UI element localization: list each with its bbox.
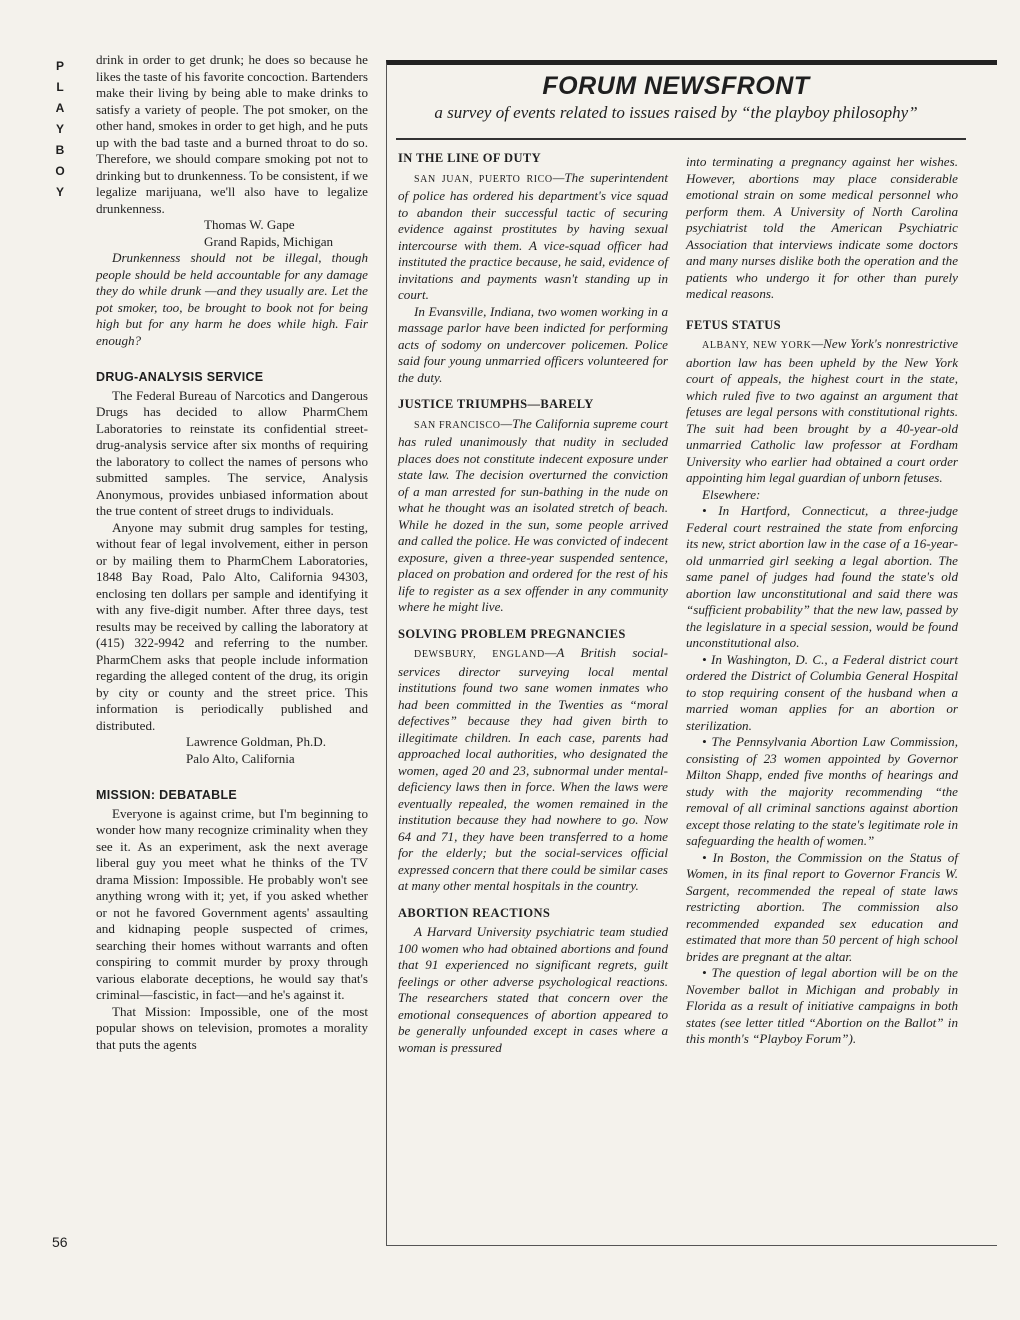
news-heading: JUSTICE TRIUMPHS—BARELY	[398, 397, 594, 411]
dateline: DEWSBURY, ENGLAND	[414, 649, 545, 660]
forum-subtitle: a survey of events related to issues raised by “the playboy philosophy”	[434, 103, 918, 122]
news-paragraph: into terminating a pregnancy against her wishes. However, abortions may place considerable emotional strain on some medical personnel who perform them. A University of North Carolina psychiatrist told the American Psychiatric Association that interviews indicate some doctors and many nurses dislike both the operation and the patients who undergo it for other than purely medical reasons.	[686, 154, 958, 301]
forum-title: FORUM NEWSFRONT	[542, 72, 810, 100]
news-paragraph	[398, 170, 668, 304]
news-bullet: • The question of legal abortion will be on the November ballot in Michigan and probably in Florida as a result of initiative campaigns in both states (see letter titled “Abortion on the Ballot” in this month's “Playboy Forum”).	[686, 965, 958, 1046]
letter-signature-place: Grand Rapids, Michigan	[204, 233, 334, 249]
section-heading: MISSION: DEBATABLE	[96, 788, 238, 802]
news-paragraph	[398, 645, 668, 895]
news-text: —New York's nonrestrictive abortion law has been upheld by the New York court of appeals, the highest court in the state, which ruled five to two against an argument that fetuses are legal persons with constitutional rights. The suit had been brought by a 40-year-old unmarried Catholic law professor at Fordham University who earlier had obtained a court order appointing him legal guardian of unborn fetuses.	[686, 336, 959, 485]
letter-signature-place: Palo Alto, California	[186, 750, 295, 766]
letters-column	[96, 52, 368, 1053]
news-heading: FETUS STATUS	[686, 317, 781, 332]
letter-paragraph: The Federal Bureau of Narcotics and Dangerous Drugs has decided to allow PharmChem Laboratories to reinstate its confidential street-drug-analysis service after six months of requiring the laboratory to collect the names of persons who submitted samples. The service, Analysis Anonymous, provides unbiased information about the true content of street drugs to individuals.	[96, 387, 368, 518]
news-paragraph: A Harvard University psychiatric team studied 100 women who had obtained abortions and found that 91 experienced no significant regrets, guilt feelings or other adverse psychological reactions. The researchers stated that concern over the emotional consequences of abortion appeared to be generally unfounded except in cases where a woman is pressured	[398, 924, 668, 1055]
news-bullet: • In Boston, the Commission on the Status of Women, in its final report to Governor Francis W. Sargent, recommended the repeal of state laws restricting abortion. The commission also recommended expanded sex education and estimated that more than 50 percent of high school brides are pregnant at the altar.	[686, 849, 958, 964]
dateline: SAN JUAN, PUERTO RICO	[414, 173, 553, 185]
letter-body: drink in order to get drunk; he does so because he likes the taste of his favorite concoction. Bartenders make their living by being able to make drinks to satisfy a variety of people. The pot smoker, on the other hand, smokes in order to get high, and he puts up with the bad taste and a burned throat to do so. Therefore, we should compare smoking pot not to drinking but to drunkenness. To be consistent, if we legalize marijuana, we'll also have to legalize drunkenness.	[96, 52, 368, 216]
news-paragraph: Elsewhere:	[702, 486, 761, 502]
news-heading: SOLVING PROBLEM PREGNANCIES	[398, 626, 626, 641]
letter-paragraph: Anyone may submit drug samples for testing, without fear of legal involvement, either in person or by mailing them to PharmChem Laboratories, 1848 Bay Road, Palo Alto, California 94303, enclosing ten dollars per sample and identifying it with any five-digit number. After three days, test results may be received by calling the laboratory at (415) 322-9942 and referring to the number. PharmChem asks that people include information regarding the alleged content of the drug, its origin by city or county and the street price. This information is periodically published and distributed.	[96, 519, 368, 733]
letter-paragraph: Everyone is against crime, but I'm beginning to wonder how many recognize criminality when they see it. As an experiment, ask the next average liberal guy you meet what he thinks of the TV drama Mission: Impossible. He probably won't see anything wrong with it; yet, if you asked whether or not he favored Government agents' assaulting and kidnaping people suspected of crimes, searching their homes without warrants and often conspiring to commit murder by proxy through various elaborate deceptions, he would say that's criminal—fascistic, in fact—and he's against it.	[96, 805, 368, 1002]
side-letter: O	[55, 164, 65, 178]
section-heading: DRUG-ANALYSIS SERVICE	[96, 370, 264, 384]
side-letter: L	[56, 80, 64, 94]
dateline: SAN FRANCISCO	[414, 419, 501, 431]
news-text: —A British social-services director surveying local mental institutions found two sane women inmates who had been committed in the Twenties as “moral defectives” because they had given birth to illegitimate children. In each case, parents had approached local authorities, who designated the women, aged 20 and 23, subnormal under mental-deficiency laws then in force. When the laws were eventually repealed, the women remained in the institution because they had nowhere to go. Now 64 and 71, they have been transferred to a home for the elderly; but the social-services official expressed concern that there could be similar cases at many other mental hospitals in the country.	[398, 645, 668, 893]
news-heading: IN THE LINE OF DUTY	[398, 151, 542, 165]
side-letter: Y	[55, 185, 64, 199]
news-bullet: • In Hartford, Connecticut, a three-judge Federal court restrained the state from enforcing its new, strict abortion law in the case of a 16-year-old unmarried girl seeking a legal abortion. The same panel of judges had found the state's old abortion law unconstitutional and said there was “sufficient probability” that the new law, passed by the legislature in a special session, would be found unconstitutional also.	[686, 503, 958, 650]
side-letter: A	[55, 101, 65, 115]
page-number: 56	[52, 1234, 68, 1250]
letter-signature-name: Thomas W. Gape	[204, 217, 295, 232]
side-letter: Y	[55, 122, 64, 136]
dateline: ALBANY, NEW YORK	[702, 340, 812, 351]
letter-paragraph: That Mission: Impossible, one of the most popular shows on television, promotes a morality that puts the agents	[96, 1003, 368, 1052]
news-paragraph	[686, 336, 958, 487]
divider	[396, 138, 966, 140]
letter-signature-name: Lawrence Goldman, Ph.D.	[186, 734, 326, 749]
news-bullet: • The Pennsylvania Abortion Law Commission, consisting of 23 women appointed by Governor Milton Shapp, ended five months of hearings and study with the majority recommending “the removal of all criminal sanctions against abortion except those relating to the state's legitimate role in safeguarding the health of women.”	[686, 734, 958, 848]
side-letter: B	[55, 143, 65, 157]
magazine-side-label	[52, 56, 68, 203]
newsfront-column-left	[398, 150, 668, 1056]
news-bullet: • In Washington, D. C., a Federal district court ordered the District of Columbia General Hospital to stop requiring consent of the husband when a married woman applies for an abortion or sterilization.	[686, 651, 958, 733]
side-letter: P	[55, 59, 64, 73]
news-paragraph: In Evansville, Indiana, two women working in a massage parlor have been indicted for performing acts of sodomy on undercover policemen. Police said four young unmarried officers volunteered for the duty.	[398, 303, 668, 385]
news-text: —The superintendent of police has ordered his department's vice squad to abandon their successful tactic of securing evidence against prostitutes by having sexual intercourse with them. A vice-squad officer had instituted the practice because, he said, evidence of invitations and payments wasn't standing up in court.	[398, 169, 668, 302]
news-text: —The California supreme court has ruled unanimously that nudity in secluded places does not constitute indecent exposure under state law. The decision overturned the conviction of a man arrested for sun-bathing in the nude on what he thought was an isolated stretch of beach. While he dozed in the sun, some people arrived and called the police. He was convicted of indecent exposure, given a three-year suspended sentence, placed on probation and ordered for the rest of his life to register as a sex offender in any community where he might live.	[398, 415, 668, 614]
newsfront-column-right	[686, 154, 958, 1048]
editor-reply: Drunkenness should not be illegal, though people should be held accountable for any damage they do while drunk —and they usually are. Let the pot smoker, too, be brought to book not for being high but for any harm he does while high. Fair enough?	[96, 250, 368, 348]
news-paragraph	[398, 416, 668, 616]
news-heading: ABORTION REACTIONS	[398, 905, 551, 920]
